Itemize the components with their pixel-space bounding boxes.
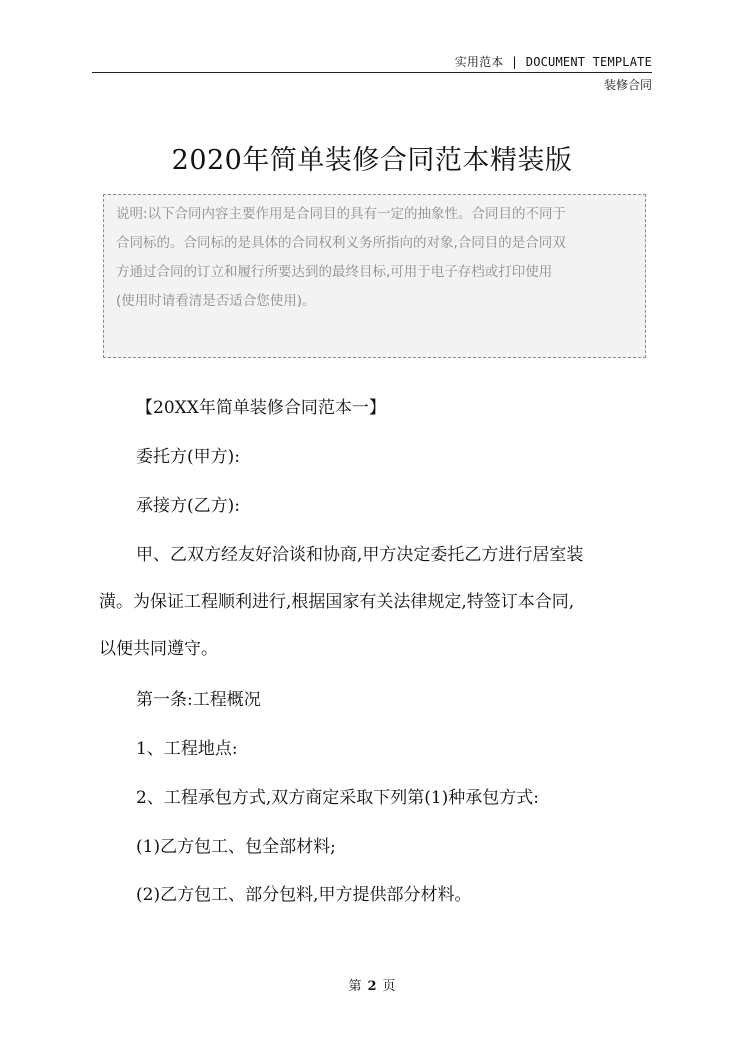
note-line: 合同标的。合同标的是具体的合同权利义务所指向的对象,合同目的是合同双 [116,235,566,251]
header-document-template: 实用范本 | DOCUMENT TEMPLATE [454,55,652,69]
note-line: (使用时请看清是否适合您使用)。 [116,293,316,309]
item-1-line: 1、工程地点: [136,739,238,759]
item-2-option-1: (1)乙方包工、包全部材料; [136,837,336,857]
footer-prefix: 第 [348,979,362,994]
page-number: 2 [367,979,377,994]
article-1-heading: 第一条:工程概况 [136,690,261,710]
item-2-option-2: (2)乙方包工、部分包料,甲方提供部分材料。 [136,885,472,905]
section-heading: 【20XX年简单装修合同范本一】 [136,398,386,418]
note-line: 说明:以下合同内容主要作用是合同目的具有一定的抽象性。合同目的不同于 [116,206,567,222]
note-line: 方通过合同的订立和履行所要达到的最终目标,可用于电子存档或打印使用 [116,264,553,280]
header-category: 装修合同 [603,78,652,92]
header-divider [92,72,652,73]
party-b-line: 承接方(乙方): [136,496,240,516]
page-footer [0,975,744,994]
intro-paragraph-line-1: 甲、乙双方经友好洽谈和协商,甲方决定委托乙方进行居室装 [136,545,584,565]
note-box [103,194,646,358]
party-a-line: 委托方(甲方): [136,447,240,467]
document-title: 2020年简单装修合同范本精装版 [171,145,573,176]
intro-paragraph-line-3: 以便共同遵守。 [99,639,218,659]
item-2-line: 2、工程承包方式,双方商定采取下列第(1)种承包方式: [136,788,540,808]
footer-suffix: 页 [382,979,396,994]
intro-paragraph-line-2: 潢。为保证工程顺利进行,根据国家有关法律规定,特签订本合同, [99,592,575,612]
